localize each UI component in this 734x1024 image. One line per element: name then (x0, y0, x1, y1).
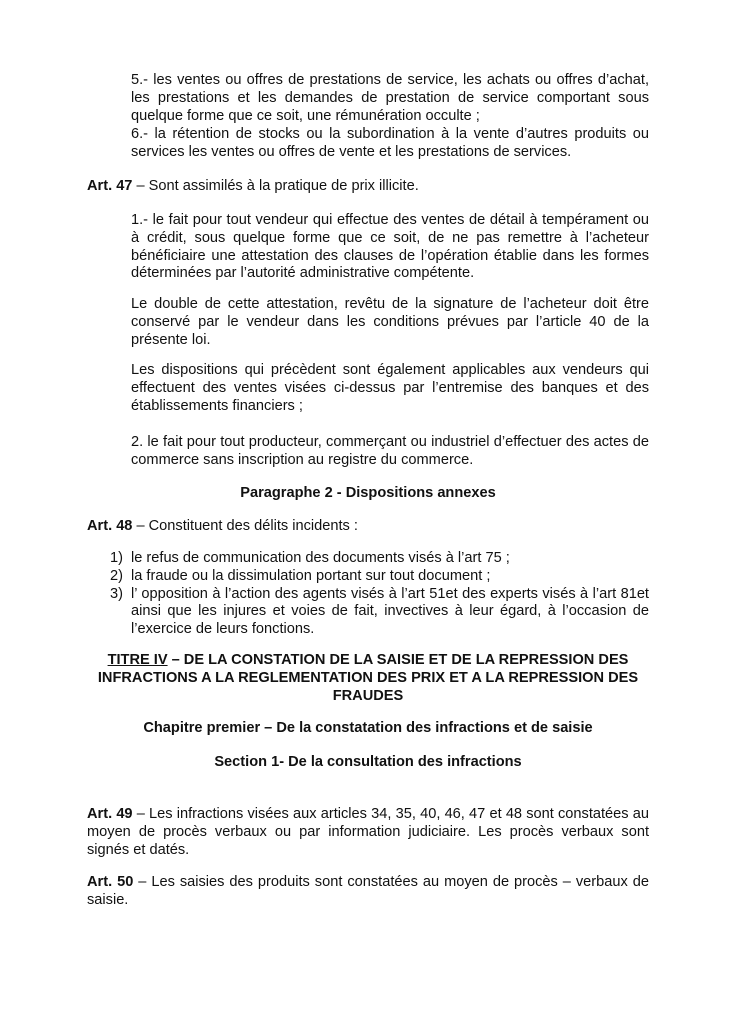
list-item (110, 586, 649, 639)
article-47-double: Le double de cette attestation, revêtu de la signature de l’acheteur doit être conservé par le vendeur dans les conditions prévues par l’article 40 de la présente loi. (131, 296, 649, 348)
list-item-number: 3) (110, 585, 123, 602)
article-50-text: – Les saisies des produits sont constatées au moyen de procès – verbaux de saisie. (87, 874, 649, 908)
article-47-intro (87, 178, 649, 196)
article-49-text: – Les infractions visées aux articles 34, 35, 40, 46, 47 et 48 sont constatées au moyen de procès verbaux ou par information judiciaire. Les procès verbaux sont signés et datés. (87, 806, 650, 858)
item-5-text: 5.- les ventes ou offres de prestations de service, les achats ou offres d’achat, les prestations et les demandes de prestation de service comportant sous quelque forme que ce soit, une rémunération occulte ; (131, 72, 649, 124)
article-47-text: – Sont assimilés à la pratique de prix illicite. (132, 178, 419, 194)
article-48-label: Art. 48 (87, 518, 133, 534)
titre-iv-label: TITRE IV (107, 652, 168, 668)
article-48-intro (87, 518, 649, 536)
article-48-text: – Constituent des délits incidents : (132, 518, 358, 534)
article-50-label: Art. 50 (87, 874, 134, 890)
titre-iv-heading (87, 652, 649, 705)
item-6-text: 6.- la rétention de stocks ou la subordination à la vente d’autres produits ou services les ventes ou offres de vente et les prestations de services. (131, 126, 649, 160)
article-47-point-2: 2. le fait pour tout producteur, commerçant ou industriel d’effectuer des actes de commerce sans inscription au registre du commerce. (131, 434, 649, 468)
article-47-point-1: 1.- le fait pour tout vendeur qui effectue des ventes de détail à tempérament ou à crédit, sous quelque forme que ce soit, de ne pas remettre à l’acheteur bénéficiaire une attestation des clauses de l’opération établie dans les formes déterminées par l’autorité administrative compétente. (131, 212, 649, 282)
paragraphe-2-heading: Paragraphe 2 - Dispositions annexes (240, 485, 496, 501)
chapitre-heading: Chapitre premier – De la constatation des infractions et de saisie (143, 720, 593, 736)
list-item-text: l’ opposition à l’action des agents visés à l’art 51et des experts visés à l’art 81et ainsi que les injures et voies de fait, invectives à leur égard, à l’occasion de l’exercice de leurs fonctions. (131, 585, 649, 638)
article-48-list (110, 550, 649, 639)
titre-iv-text: – DE LA CONSTATION DE LA SAISIE ET DE LA REPRESSION DES INFRACTIONS A LA REGLEMENTATION DES PRIX ET A LA REPRESSION DES FRAUDES (97, 652, 639, 704)
list-item-text: le refus de communication des documents visés à l’art 75 ; (131, 550, 510, 566)
article-47-dispositions: Les dispositions qui précèdent sont également applicables aux vendeurs qui effectuent des ventes visées ci-dessus par l’entremise des banques et des établissements financiers ; (131, 362, 649, 414)
list-item (110, 568, 649, 586)
section-heading: Section 1- De la consultation des infractions (214, 754, 522, 770)
article-50 (87, 874, 649, 910)
article-49 (87, 806, 649, 859)
article-47-label: Art. 47 (87, 178, 133, 194)
article-49-label: Art. 49 (87, 806, 133, 822)
list-item-text: la fraude ou la dissimulation portant sur tout document ; (131, 567, 491, 584)
list-item-number: 1) (110, 550, 123, 566)
list-item-number: 2) (110, 567, 123, 584)
list-item (110, 550, 649, 568)
